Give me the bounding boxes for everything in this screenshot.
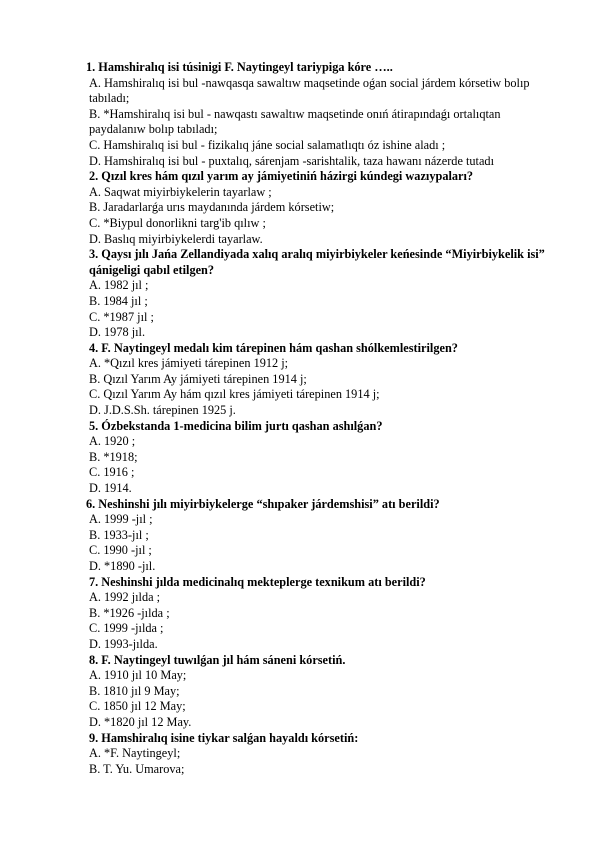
answer-option: D. 1993-jılda. bbox=[89, 636, 158, 651]
answer-option: C. Qızıl Yarım Ay hám qızıl kres jámiyeti tárepinen 1914 j; bbox=[89, 387, 380, 402]
answer-option: C. 1916 ; bbox=[89, 465, 135, 480]
question-8 bbox=[86, 653, 548, 731]
question-5 bbox=[86, 419, 548, 497]
question-text: 4. F. Naytingeyl medalı kim tárepinen hám qashan shólkemlestirilgen? bbox=[89, 340, 458, 355]
answer-option: A. 1992 jılda ; bbox=[89, 590, 161, 605]
question-text: 7. Neshinshi jılda medicinalıq mekteplerge texnikum atı berildi? bbox=[89, 574, 426, 589]
question-2 bbox=[86, 169, 548, 247]
answer-option: A. 1982 jıl ; bbox=[89, 278, 149, 293]
question-3 bbox=[86, 247, 548, 341]
answer-option: C. *1987 jıl ; bbox=[89, 309, 154, 324]
answer-option: A. *Qızıl kres jámiyeti tárepinen 1912 j; bbox=[89, 356, 289, 371]
question-text: 6. Neshinshi jılı miyirbiykelerge “shıpaker járdemshisi” atı berildi? bbox=[86, 496, 440, 511]
answer-option: C. 1850 jıl 12 May; bbox=[89, 699, 186, 714]
question-4 bbox=[86, 341, 548, 419]
question-text: 5. Ózbekstanda 1-medicina bilim jurtı qashan ashılǵan? bbox=[89, 418, 383, 433]
answer-option: A. 1999 -jıl ; bbox=[89, 512, 153, 527]
answer-option: A. Hamshiralıq isi bul -nawqasqa sawaltıw maqsetinde oǵan social járdem kórsetiw bolıp tabıladı; bbox=[89, 75, 530, 106]
question-text: 8. F. Naytingeyl tuwılǵan jıl hám sáneni kórsetiń. bbox=[89, 652, 346, 667]
answer-option: D. Baslıq miyirbiykelerdi tayarlaw. bbox=[89, 231, 263, 246]
answer-option: B. 1933-jıl ; bbox=[89, 527, 149, 542]
answer-option: C. 1990 -jıl ; bbox=[89, 543, 152, 558]
answer-option: B. Jaradarlarǵa urıs maydanında járdem kórsetiw; bbox=[89, 200, 335, 215]
answer-option: A. 1910 jıl 10 May; bbox=[89, 668, 187, 683]
answer-option: D. 1914. bbox=[89, 481, 132, 496]
answer-option: B. 1810 jıl 9 May; bbox=[89, 683, 180, 698]
answer-option: D. *1890 -jıl. bbox=[89, 559, 156, 573]
question-text: 1. Hamshiralıq isi túsinigi F. Naytingeyl tariypiga kóre ….. bbox=[86, 60, 393, 74]
answer-option: A. *F. Naytingeyl; bbox=[89, 746, 181, 761]
answer-option: D. J.D.S.Sh. tárepinen 1925 j. bbox=[89, 403, 236, 418]
quiz-content bbox=[86, 60, 548, 777]
question-text: 9. Hamshiralıq isine tiykar salǵan hayaldı kórsetiń: bbox=[89, 730, 359, 745]
question-6 bbox=[86, 497, 548, 575]
answer-option: A. 1920 ; bbox=[89, 434, 136, 449]
answer-option: D. *1820 jıl 12 May. bbox=[89, 714, 192, 729]
answer-option: C. 1999 -jılda ; bbox=[89, 621, 164, 636]
answer-option: B. Qızıl Yarım Ay jámiyeti tárepinen 1914 j; bbox=[89, 371, 307, 386]
question-7 bbox=[86, 575, 548, 653]
answer-option: B. *Hamshiralıq isi bul - nawqastı sawaltıw maqsetinde onıń átirapındaǵı ortalıqtan paydalanıw bolıp tabıladı; bbox=[89, 106, 501, 137]
answer-option: B. *1918; bbox=[89, 449, 138, 464]
answer-option: C. Hamshiralıq isi bul - fizikalıq jáne social salamatlıqtı óz ishine aladı ; bbox=[89, 137, 446, 152]
answer-option: B. 1984 jıl ; bbox=[89, 293, 148, 308]
question-9 bbox=[86, 731, 548, 778]
answer-option: D. 1978 jıl. bbox=[89, 325, 146, 340]
answer-option: C. *Biypul donorlikni targ'ib qılıw ; bbox=[89, 215, 266, 230]
question-1 bbox=[86, 60, 548, 169]
answer-option: B. *1926 -jılda ; bbox=[89, 605, 170, 620]
question-text: 2. Qızıl kres hám qızıl yarım ay jámiyetiniń házirgi kúndegi wazıypaları? bbox=[89, 169, 474, 184]
question-text: 3. Qaysı jılı Jańa Zellandiyada xalıq aralıq miyirbiykeler keńesinde “Miyirbiykelik isi” qánigeligi qabıl etilgen? bbox=[89, 247, 545, 277]
answer-option: B. T. Yu. Umarova; bbox=[89, 761, 185, 776]
answer-option: D. Hamshiralıq isi bul - puxtalıq, sárenjam -sarishtalik, taza hawanı názerde tutadı bbox=[89, 153, 494, 168]
answer-option: A. Saqwat miyirbiykelerin tayarlaw ; bbox=[89, 184, 272, 199]
